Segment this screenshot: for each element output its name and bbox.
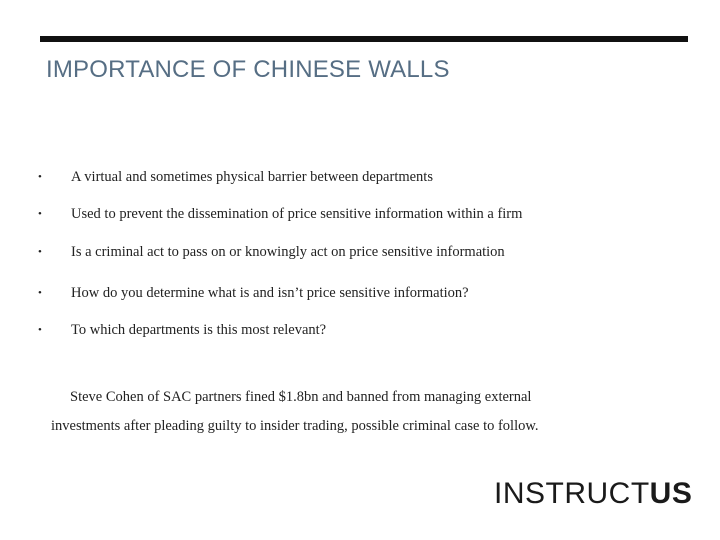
brand-logo (494, 474, 692, 514)
bullet-item (38, 282, 678, 304)
case-note-line-1: Steve Cohen of SAC partners fined $1.8bn and banned from managing external (70, 389, 532, 405)
bullet-item (38, 203, 678, 225)
bullet-item (38, 166, 678, 188)
case-note-line-2: investments after pleading guilty to insider trading, possible criminal case to follow. (51, 418, 539, 434)
bullet-icon: • (38, 246, 42, 258)
bullet-text: Used to prevent the dissemination of price sensitive information within a firm (71, 206, 523, 222)
slide-title: IMPORTANCE OF CHINESE WALLS (46, 56, 450, 83)
bullet-icon: • (38, 324, 42, 336)
brand-logo-light: INSTRUCT (494, 477, 650, 510)
bullet-item (38, 241, 678, 263)
bullet-text: To which departments is this most relevant? (71, 322, 327, 338)
bullet-text: How do you determine what is and isn’t price sensitive information? (71, 285, 469, 301)
bullet-icon: • (38, 208, 42, 220)
bullet-icon: • (38, 171, 42, 183)
brand-logo-bold: US (649, 477, 693, 510)
bullet-icon: • (38, 287, 42, 299)
bullet-item (38, 319, 678, 341)
bullet-text: Is a criminal act to pass on or knowingly act on price sensitive information (71, 244, 505, 260)
bullet-text: A virtual and sometimes physical barrier between departments (71, 169, 433, 185)
